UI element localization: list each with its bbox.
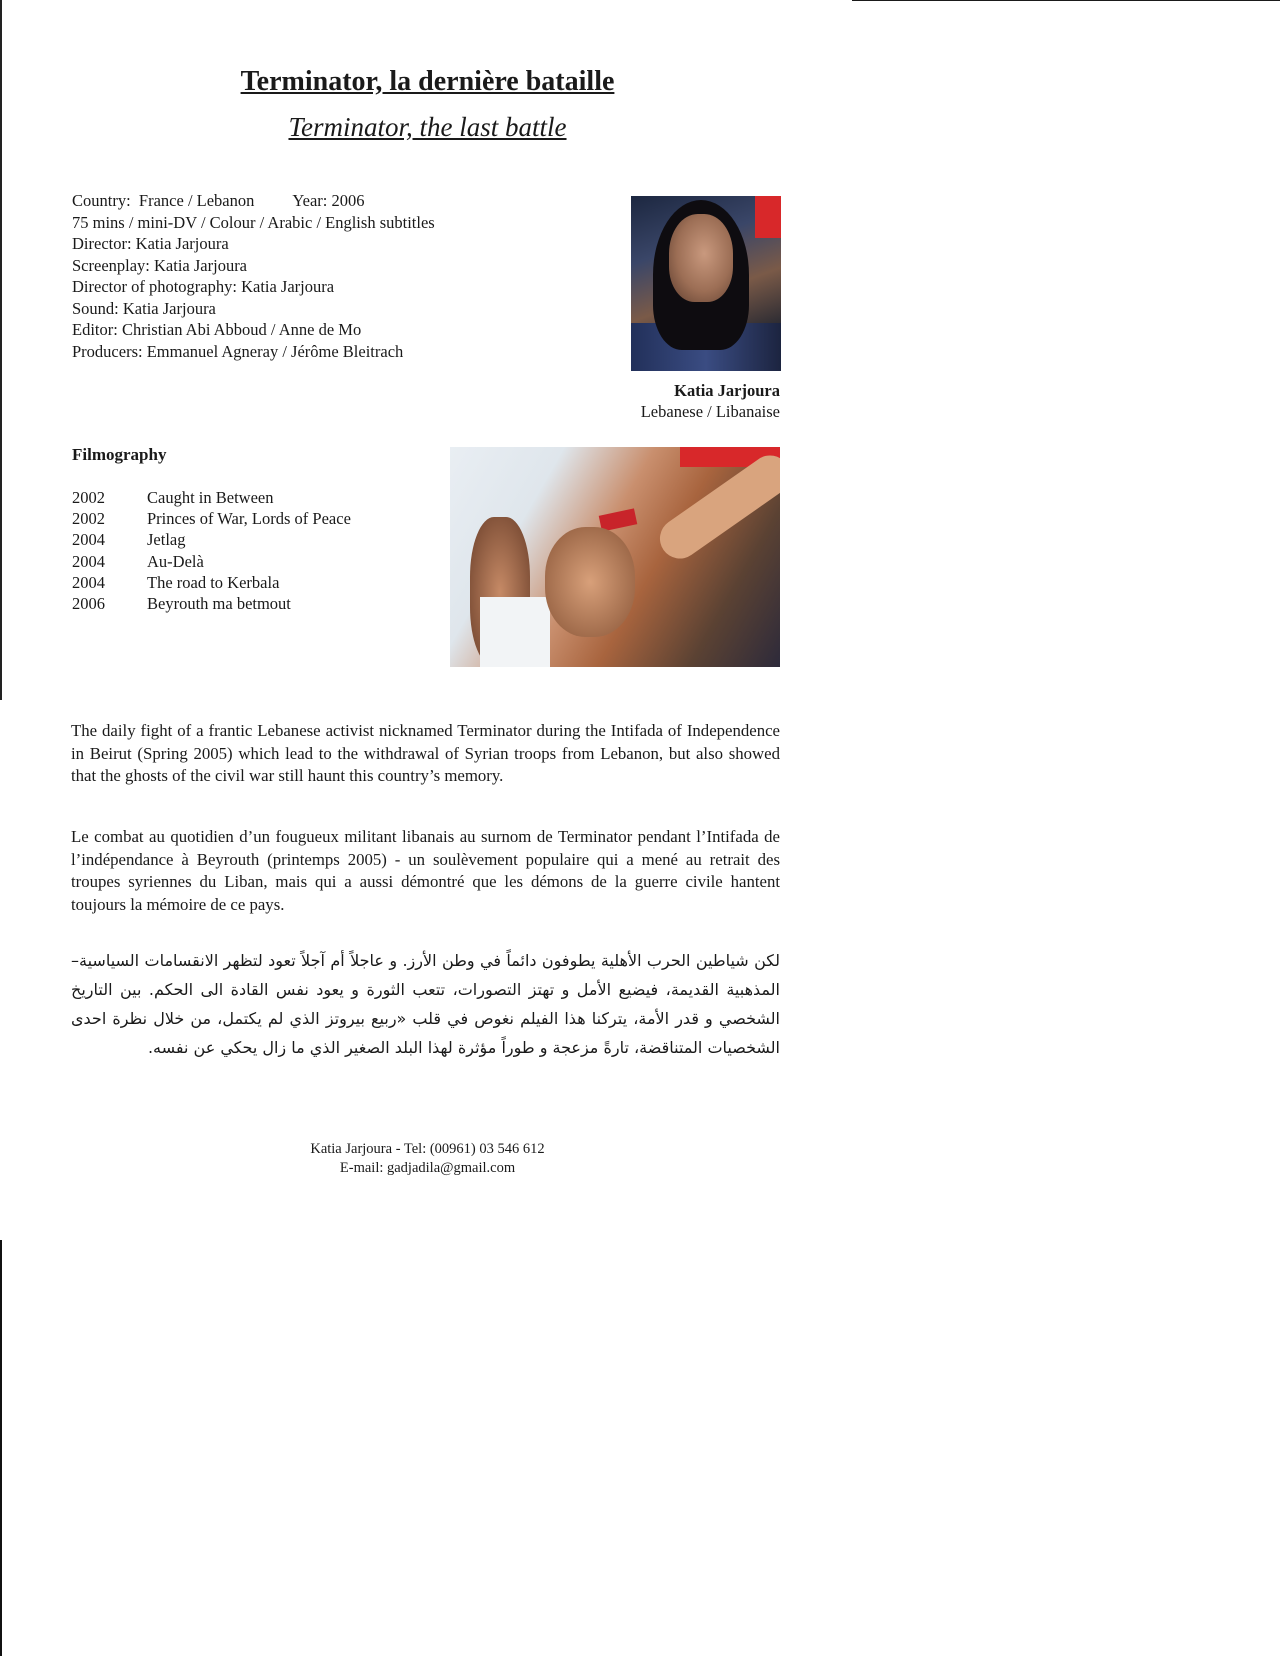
director: Director: Katia Jarjoura (72, 234, 229, 253)
film-year: 2004 (72, 530, 105, 550)
crowd-protest-photo (450, 447, 780, 667)
film-title: Jetlag (147, 530, 186, 550)
filmography-list (72, 487, 351, 614)
contact-email: E-mail: gadjadila@gmail.com (339, 1160, 516, 1176)
film-title: Princes of War, Lords of Peace (147, 509, 351, 529)
film-year: 2002 (72, 488, 105, 507)
scan-edge-line (0, 1240, 2, 1656)
title-english: Terminator, the last battle (288, 112, 567, 142)
list-item (72, 551, 351, 572)
film-title: Au-Delà (147, 551, 204, 571)
screenplay: Screenplay: Katia Jarjoura (72, 255, 248, 275)
director-nationality: Lebanese / Libanaise (640, 402, 780, 421)
film-year: 2004 (72, 572, 105, 592)
film-title: The road to Kerbala (147, 572, 280, 592)
list-item (72, 529, 351, 550)
list-item (72, 487, 351, 508)
synopsis-arabic: لكن شياطين الحرب الأهلية يطوفون دائماً في وطن الأرز. و عاجلاً أم آجلاً تعود لتظهر الانقسامات السياسية– المذهبية القديمة، فيضيع الأمل و تهتز التصورات، تتعب الثورة و يعود نفس القادة الى الحكم. بين التاريخ الشخصي و قدر الأمة، يتركنا هذا الفيلم نغوص في قلب «ربيع بيروتز الذي لم يكتمل، من خلال نظرة احدى الشخصيات المتناقضة، تارةً مزعجة و طوراً مؤثرة لهذا البلد الصغير الذي ما زال يحكي عن نفسه. (71, 951, 780, 1057)
film-title: Beyrouth ma betmout (147, 594, 291, 614)
top-border-line (852, 0, 1280, 1)
country-label: Country: (72, 191, 131, 210)
list-item (72, 508, 351, 529)
format: 75 mins / mini-DV / Colour / Arabic / English subtitles (72, 212, 435, 232)
contact-info (0, 1140, 855, 1178)
list-item (72, 593, 351, 614)
title-french: Terminator, la dernière bataille (240, 66, 615, 97)
synopsis-english: The daily fight of a frantic Lebanese activist nicknamed Terminator during the Intifada of Independence in Beirut (Spring 2005) which lead to the withdrawal of Syrian troops from Lebanon, but also showed that the ghosts of the civil war still haunt this country’s memory. (71, 721, 780, 785)
scan-edge-line (0, 0, 2, 700)
country-value: France / Lebanon (138, 191, 255, 210)
film-year: 2004 (72, 551, 105, 571)
producers: Producers: Emmanuel Agneray / Jérôme Bleitrach (72, 341, 404, 361)
sound: Sound: Katia Jarjoura (72, 298, 216, 318)
film-year: 2006 (72, 594, 105, 614)
filmography-heading: Filmography (72, 445, 167, 464)
year: Year: 2006 (292, 191, 365, 210)
photography: Director of photography: Katia Jarjoura (72, 277, 335, 296)
film-year: 2002 (72, 509, 105, 529)
editor: Editor: Christian Abi Abboud / Anne de Mo (72, 320, 362, 339)
film-title: Caught in Between (147, 488, 274, 507)
director-portrait-photo (631, 196, 781, 371)
film-details (72, 190, 435, 362)
list-item (72, 572, 351, 593)
country-year-line (72, 190, 435, 212)
contact-phone: Katia Jarjoura - Tel: (00961) 03 546 612 (310, 1141, 545, 1157)
synopsis-french: Le combat au quotidien d’un fougueux militant libanais au surnom de Terminator pendant l’Intifada de l’indépendance à Beyrouth (printemps 2005) - un soulèvement populaire qui a mené au retrait des troupes syriennes du Liban, mais qui a aussi démontré que les démons de la guerre civile hantent toujours la mémoire de ce pays. (71, 827, 780, 914)
director-name: Katia Jarjoura (674, 381, 780, 400)
